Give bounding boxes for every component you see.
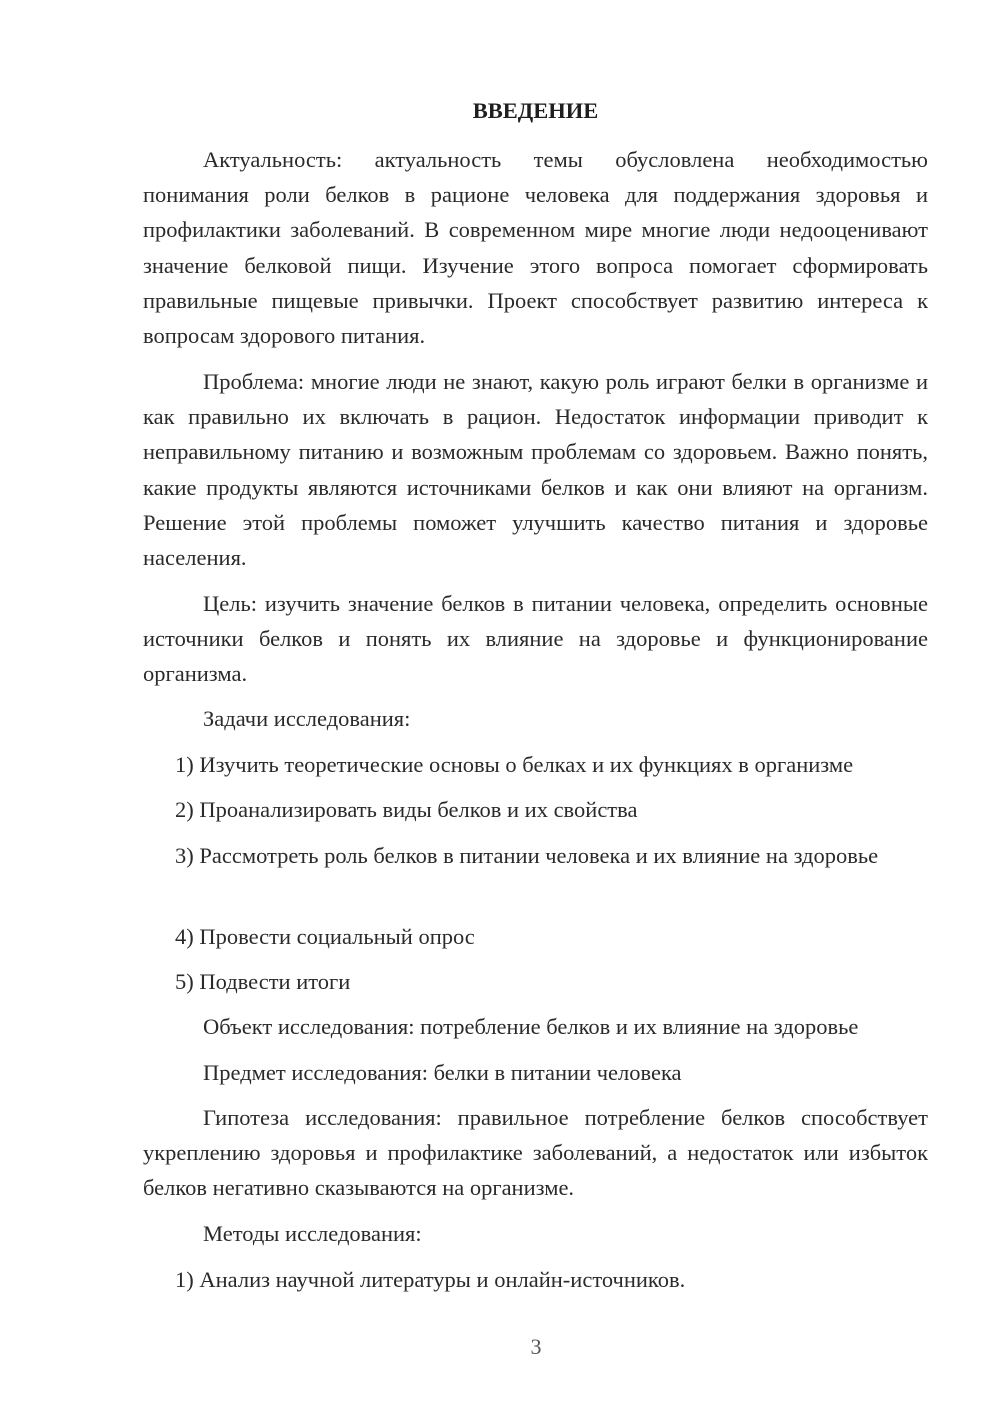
relevance-paragraph: Актуальность: актуальность темы обусловлена необходимостью понимания роли белков в рационе человека для поддержания здоровья и профилактики заболеваний. В современном мире многие люди недооценивают значение белковой пищи. Изучение этого вопроса помогает сформировать правильные пищевые привычки. Проект способствует развитию интереса к вопросам здорового питания. xyxy=(143,147,928,349)
task-item-1: 1) Изучить теоретические основы о белках и их функциях в организме xyxy=(175,752,854,777)
research-hypothesis: Гипотеза исследования: правильное потребление белков способствует укреплению здоровья и профилактике заболеваний, а недостаток или избыток белков негативно сказываются на организме. xyxy=(143,1105,928,1201)
page-title: ВВЕДЕНИЕ xyxy=(472,98,599,123)
methods-heading: Методы исследования: xyxy=(203,1221,422,1246)
task-item-2: 2) Проанализировать виды белков и их свойства xyxy=(175,797,638,822)
tasks-heading: Задачи исследования: xyxy=(203,706,411,731)
task-item-5: 5) Подвести итоги xyxy=(175,969,351,994)
research-object: Объект исследования: потребление белков и их влияние на здоровье xyxy=(203,1014,859,1039)
method-item-1: 1) Анализ научной литературы и онлайн-источников. xyxy=(175,1267,686,1292)
goal-paragraph: Цель: изучить значение белков в питании человека, определить основные источники белков и понять их влияние на здоровье и функционирование организма. xyxy=(143,591,928,687)
task-item-3: 3) Рассмотреть роль белков в питании человека и их влияние на здоровье xyxy=(175,843,879,868)
research-subject: Предмет исследования: белки в питании человека xyxy=(203,1060,682,1085)
page-number: 3 xyxy=(530,1334,542,1359)
task-item-4: 4) Провести социальный опрос xyxy=(175,924,475,949)
problem-paragraph: Проблема: многие люди не знают, какую роль играют белки в организме и как правильно их включать в рацион. Недостаток информации приводит к неправильному питанию и возможным проблемам со здоровьем. Важно понять, какие продукты являются источниками белков и как они влияют на организм. Решение этой проблемы поможет улучшить качество питания и здоровье населения. xyxy=(143,369,928,571)
